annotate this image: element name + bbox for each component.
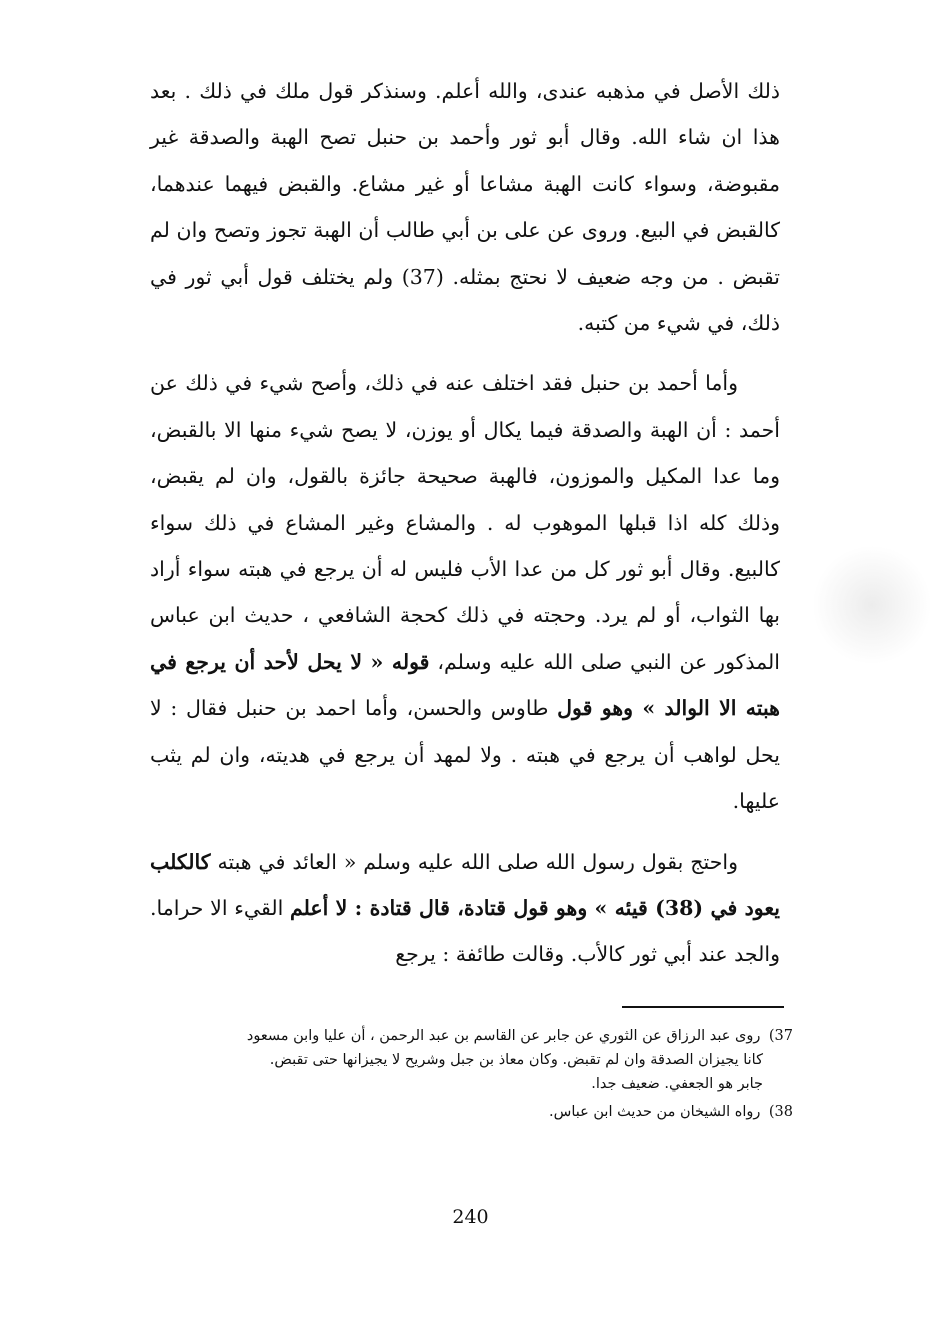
footnote-37: [165, 1024, 793, 1096]
hadith-quote-line: قوله « لا يحل لأحد أن يرجع في هبته الا الوالد » وهو قول: [150, 649, 780, 721]
main-text: [150, 68, 780, 978]
footnote-number: 38): [768, 1104, 793, 1120]
text-line: ذلك الأصل في مذهبه عندى، والله أعلم. وسنذكر قول ملك في ذلك .: [184, 79, 780, 103]
text-line: طاوس والحسن، وأما احمد بن حنبل فقال : لا يحل لواهب أن يرجع: [150, 696, 780, 767]
text-line: وتصح وان لم تقبض . من وجه ضعيف لا نحتج بمثله. (37) ولم يختلف: [150, 218, 780, 289]
footnotes: [165, 1024, 793, 1128]
text-line: بعد هذا ان شاء الله. وقال أبو ثور وأحمد بن حنبل تصح الهبة والصدقة: [150, 79, 780, 150]
text-line: وان لم يقبض، وذلك كله اذا قبلها الموهوب له . والمشاع وغير المشاع: [150, 464, 780, 535]
footnote-line: كانا يجيزان الصدقة وان لم تقبض. وكان معاذ بن جبل وشريح لا يجيزانها حتى تقبض.: [269, 1052, 763, 1068]
paragraph-1: [150, 68, 780, 346]
text-line: في هبته . ولا لمهد أن يرجع في هديته، وان لم يثب عليها.: [150, 742, 780, 814]
text-line: في هبته سواء أراد بها الثواب، أو لم يرد. وحجته في ذلك كحجة: [150, 557, 780, 628]
text-line: الشافعي ، حديث ابن عباس المذكور عن النبي صلى الله عليه وسلم،: [150, 603, 780, 674]
text-line: وأما أحمد بن حنبل فقد اختلف عنه في ذلك، وأصح شيء في: [225, 371, 738, 396]
footnote-38: [165, 1100, 793, 1124]
text-line: ذلك عن أحمد : أن الهبة والصدقة فيما يكال أو يوزن، لا يصح شيء: [150, 371, 780, 442]
footnote-line: روى عبد الرزاق عن الثوري عن جابر عن القاسم بن عبد الرحمن ، أن عليا وابن مسعود: [246, 1028, 761, 1044]
paragraph-3: [150, 839, 780, 978]
text-line: في ذلك سواء كالبيع. وقال أبو ثور كل من عدا الأب فليس له أن يرجع: [150, 510, 780, 582]
text-line: منها الا بالقبض، وما عدا المكيل والموزون، فالهبة صحيحة جائزة بالقول،: [150, 417, 780, 489]
text-line: قول أبي ثور في ذلك، في شيء من كتبه.: [150, 264, 780, 336]
page-number: 240: [452, 1206, 489, 1228]
footnote-number: 37): [768, 1028, 793, 1044]
footnote-line: جابر هو الجعفي. ضعيف جدا.: [591, 1076, 763, 1092]
footnote-separator: [622, 1006, 784, 1008]
hadith-quote-line: كالكلب يعود في (38) قيئه » وهو قول قتادة، قال قتادة : لا أعلم: [150, 849, 780, 920]
text-line: واحتج بقول رسول الله صلى الله عليه وسلم « العائد في هبته: [217, 849, 738, 874]
footnote-line: رواه الشيخان من حديث ابن عباس.: [549, 1104, 761, 1120]
text-line: غير مقبوضة، وسواء كانت الهبة مشاعا أو غير مشاع. والقبض فيهما: [150, 125, 780, 196]
scan-smudge: [812, 545, 932, 665]
text-line: عندهما، كالقبض في البيع. وروى عن على بن أبي طالب أن الهبة تجوز: [150, 171, 780, 243]
paragraph-2: [150, 360, 780, 824]
text-line: القيء الا حراما. والجد عند أبي ثور كالأب. وقالت طائفة : يرجع: [150, 895, 780, 967]
